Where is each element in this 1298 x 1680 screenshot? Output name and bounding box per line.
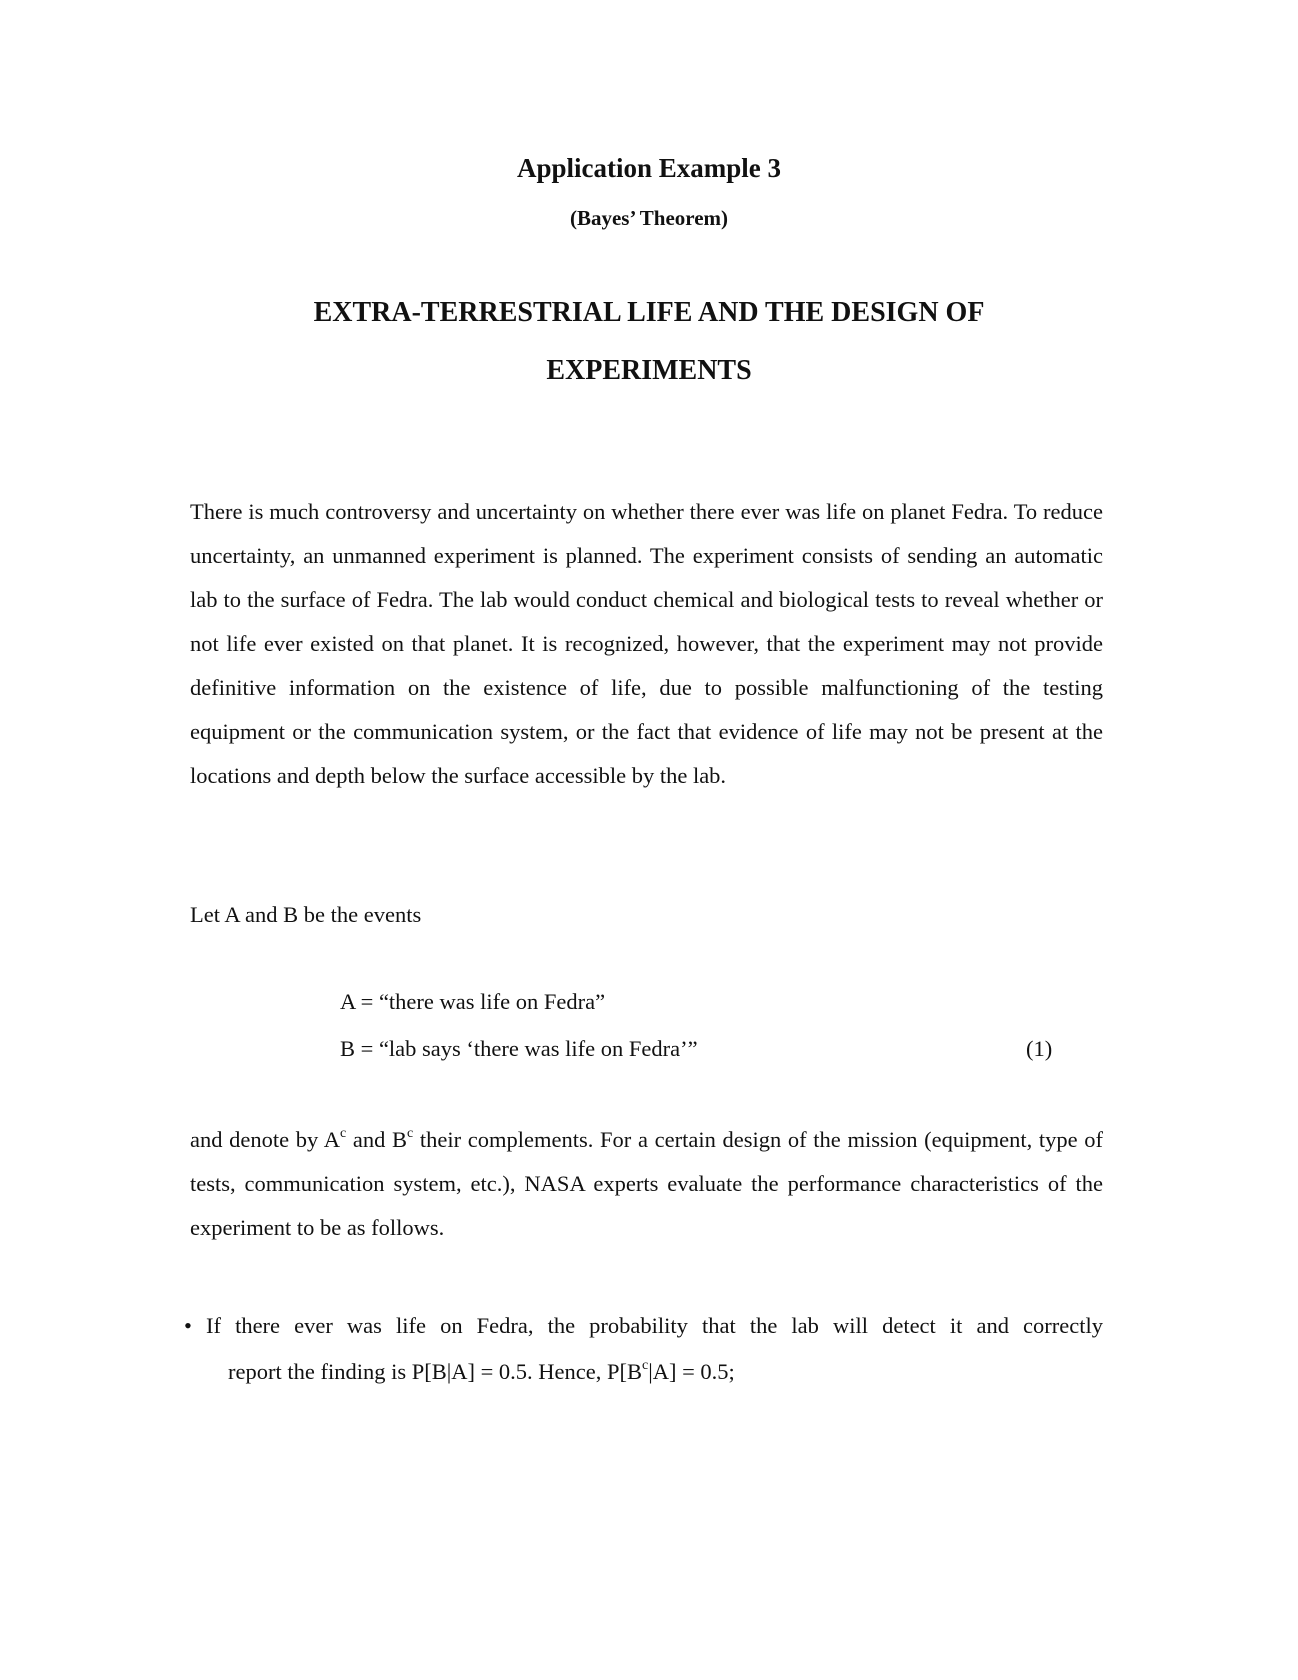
intro-paragraph: There is much controversy and uncertainty on whether there ever was life on planet Fedra. To reduce uncertainty, an unmanned experiment is planned. The experiment consists of sending an automatic lab to the surface of Fedra. The lab would conduct chemical and biological tests to reveal whether or not life ever existed on that planet. It is recognized, however, that the experiment may not provide definitive information on the existence of life, due to possible malfunctioning of the testing equipment or the communication system, or the fact that evidence of life may not be present at the locations and depth below the surface accessible by the lab.	[190, 499, 1103, 788]
document-subtitle: (Bayes’ Theorem)	[569, 206, 729, 230]
bullet-item	[184, 1304, 1103, 1396]
complement-superscript-b: c	[407, 1125, 414, 1141]
event-a-definition: A = “there was life on Fedra”	[340, 989, 606, 1014]
complements-text-2: and B	[346, 1127, 408, 1152]
complements-text-3: their complements. For a certain design of the mission (equipment, type of tests, communication system, etc.), NASA experts evaluate the performance characteristics of the experiment to be as follows.	[190, 1127, 1104, 1240]
bullet-text-line-1: If there ever was life on Fedra, the probability that the lab will detect it and correctly	[206, 1313, 1103, 1338]
bullet-line-1	[184, 1304, 1103, 1348]
complements-paragraph	[190, 1118, 1103, 1250]
section-heading-line2: EXPERIMENTS	[546, 355, 752, 386]
complements-text-1: and denote by A	[190, 1127, 340, 1152]
section-heading-line1: EXTRA-TERRESTRIAL LIFE AND THE DESIGN OF	[313, 297, 985, 328]
bullet-text-line-2-part1: report the finding is P[B|A] = 0.5. Hence, P[B	[228, 1359, 643, 1384]
equation-number: (1)	[1026, 1036, 1053, 1061]
bullet-complement-superscript: c	[642, 1357, 649, 1373]
bullet-line-2	[184, 1348, 1103, 1396]
event-b-definition: B = “lab says ‘there was life on Fedra’”	[340, 1036, 698, 1061]
events-intro-paragraph: Let A and B be the events	[190, 902, 422, 927]
bullet-marker: •	[184, 1313, 192, 1338]
document-title: Application Example 3	[516, 153, 782, 183]
bullet-text-line-2-part2: |A] = 0.5;	[648, 1359, 735, 1384]
complement-superscript-a: c	[339, 1125, 347, 1141]
